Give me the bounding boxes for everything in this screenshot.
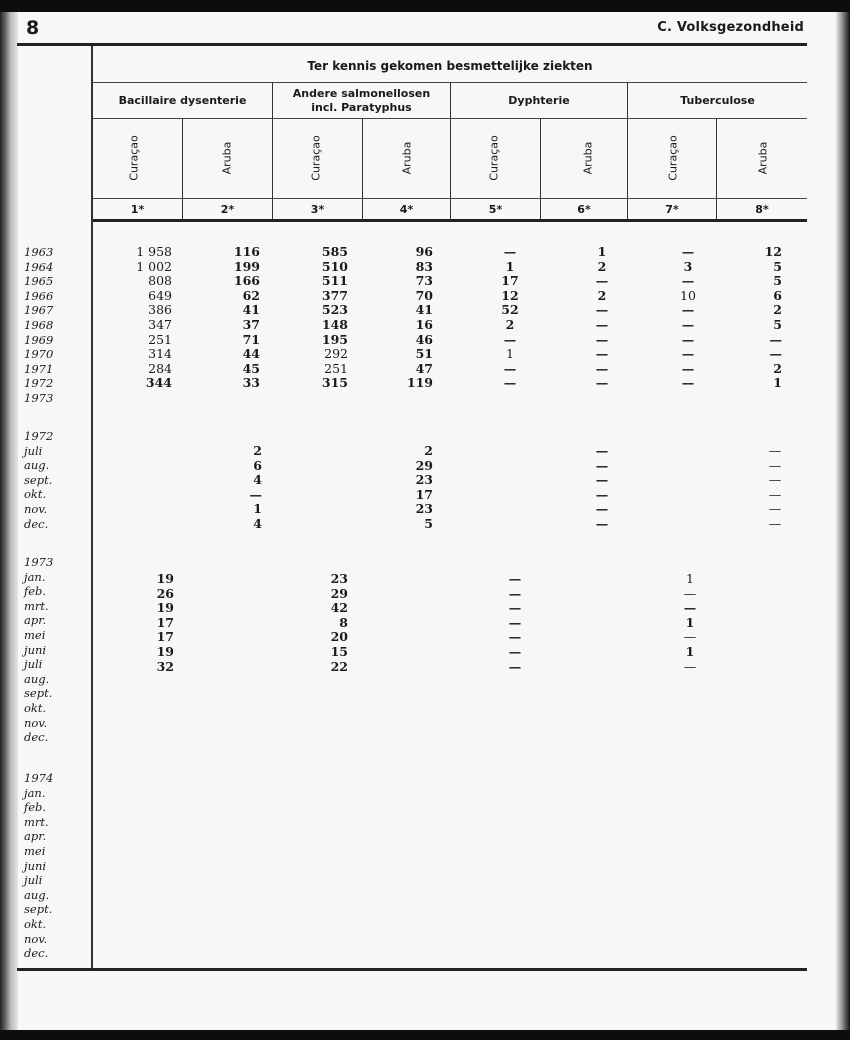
year-label: 1972 <box>24 429 54 443</box>
cell: 251 <box>324 360 348 376</box>
group-header-salmonella-2: incl. Paratyphus <box>311 101 412 114</box>
cell: — <box>683 629 697 645</box>
cell: — <box>681 302 695 318</box>
cell: — <box>595 273 609 289</box>
row-label: 1967 <box>24 303 54 318</box>
cell: 1 958 <box>136 244 172 259</box>
cell: 83 <box>415 258 433 274</box>
group-header-tuberculosis: Tuberculose <box>680 94 755 107</box>
cell: 2 <box>597 287 607 303</box>
monthly-1973-col-5 <box>505 572 525 674</box>
annual-col-4 <box>395 245 433 391</box>
cell: 1 <box>686 571 694 586</box>
row-label: 1969 <box>24 332 54 347</box>
cell: — <box>595 472 609 488</box>
row-label: okt. <box>24 487 47 502</box>
cell: — <box>768 486 782 502</box>
row-label: mei <box>24 843 46 858</box>
row-label: mrt. <box>24 814 49 829</box>
cell: 46 <box>415 331 433 347</box>
cell: 2 <box>597 258 607 274</box>
cell: — <box>508 643 522 659</box>
cell: 15 <box>330 643 348 659</box>
cell: — <box>683 658 697 674</box>
cell: 649 <box>148 287 172 303</box>
annual-col-7 <box>676 245 700 391</box>
cell: — <box>508 658 522 674</box>
cell: — <box>249 486 262 502</box>
cell: — <box>681 273 695 289</box>
cell: — <box>681 375 695 391</box>
cell: 119 <box>406 375 433 391</box>
cell: 1 <box>506 346 514 362</box>
monthly-1972-col-6 <box>592 444 612 532</box>
row-label: okt. <box>24 916 47 931</box>
annual-col-5 <box>500 245 520 391</box>
cell: 195 <box>321 331 348 347</box>
cell: 4 <box>253 515 262 531</box>
annual-col-8 <box>760 245 782 391</box>
cell: 1 <box>505 258 515 274</box>
cell: 377 <box>321 287 348 303</box>
table-title: Ter kennis gekomen besmettelijke ziekten <box>307 59 593 73</box>
cell: — <box>768 515 782 531</box>
cell: 41 <box>415 302 433 318</box>
cell: — <box>508 571 522 586</box>
cell: 71 <box>242 331 260 347</box>
row-label: nov. <box>24 501 48 516</box>
cell: 33 <box>242 375 260 391</box>
cell: 52 <box>501 302 519 318</box>
row-label: feb. <box>24 800 47 815</box>
cell: — <box>595 302 609 318</box>
cell: 511 <box>321 273 348 289</box>
cell: 19 <box>156 571 174 586</box>
cell: 5 <box>773 316 782 332</box>
row-label: dec. <box>24 516 49 531</box>
monthly-1973-row-labels <box>24 555 86 745</box>
cell: 510 <box>321 258 348 274</box>
col-number-4: 4* <box>399 203 414 216</box>
cell: 148 <box>321 316 348 332</box>
cell: — <box>595 346 609 362</box>
cell: — <box>595 457 609 473</box>
row-label: aug. <box>24 671 50 686</box>
col-header-5: Curaçao <box>487 135 501 181</box>
cell: 386 <box>148 302 172 318</box>
row-label: juli <box>24 657 43 672</box>
col-header-2: Aruba <box>220 141 234 175</box>
row-label: 1971 <box>24 361 54 376</box>
row-label: jan. <box>24 569 46 584</box>
annual-row-labels <box>24 245 86 406</box>
monthly-1973-col-1 <box>150 572 174 674</box>
cell: 1 <box>253 501 262 517</box>
cell: 19 <box>156 643 174 659</box>
page-edge <box>836 12 850 1030</box>
section-title: C. Volksgezondheid <box>657 20 804 35</box>
cell: — <box>595 316 609 332</box>
row-label: 1966 <box>24 288 54 303</box>
cell: 1 002 <box>136 258 172 274</box>
row-label: 1968 <box>24 317 54 332</box>
cell: 808 <box>148 273 172 289</box>
cell: 12 <box>764 244 782 259</box>
cell: — <box>768 501 782 517</box>
row-label: juni <box>24 858 47 873</box>
col-number-3: 3* <box>310 203 325 216</box>
cell: 5 <box>773 273 782 289</box>
cell: 22 <box>330 658 348 674</box>
cell: — <box>503 360 517 376</box>
cell: 347 <box>148 316 172 332</box>
cell: — <box>681 316 695 332</box>
row-label: aug. <box>24 458 50 473</box>
cell: 41 <box>242 302 260 318</box>
cell: 344 <box>145 375 172 391</box>
cell: 1 <box>685 614 695 630</box>
col-number-1: 1* <box>130 203 145 216</box>
annual-col-3 <box>310 245 348 391</box>
stub-divider <box>91 46 93 969</box>
row-label: feb. <box>24 584 47 599</box>
cell: 6 <box>773 287 782 303</box>
cell: 17 <box>156 629 174 645</box>
cell: 8 <box>339 614 348 630</box>
cell: 23 <box>415 501 433 517</box>
col-number-2: 2* <box>220 203 235 216</box>
col-number-5: 5* <box>488 203 503 216</box>
cell: 2 <box>505 316 515 332</box>
monthly-1972-col-8 <box>765 444 785 532</box>
cell: 315 <box>321 375 348 391</box>
group-header-salmonella-1: Andere salmonellosen <box>292 87 431 100</box>
cell: 73 <box>415 273 433 289</box>
cell: 5 <box>424 515 433 531</box>
row-label: 1970 <box>24 347 54 362</box>
cell: — <box>508 629 522 645</box>
cell: 1 <box>773 375 782 391</box>
row-label: okt. <box>24 700 47 715</box>
cell: 5 <box>773 258 782 274</box>
year-label: 1973 <box>24 555 54 569</box>
row-label: 1964 <box>24 259 54 274</box>
cell: 17 <box>415 486 433 502</box>
monthly-1974-row-labels <box>24 771 86 961</box>
monthly-1973-col-3 <box>320 572 348 674</box>
cell: — <box>768 457 782 473</box>
cell: 70 <box>415 287 433 303</box>
cell: 20 <box>330 629 348 645</box>
cell: 2 <box>773 360 782 376</box>
col-number-8: 8* <box>755 203 769 216</box>
cell: — <box>683 585 697 601</box>
cell: 96 <box>415 244 433 259</box>
cell: 3 <box>683 258 693 274</box>
cell: 26 <box>156 585 174 601</box>
cell: — <box>681 346 695 362</box>
row-label: dec. <box>24 730 49 745</box>
cell: 585 <box>321 244 348 259</box>
row-label: sept. <box>24 686 53 701</box>
cell: 19 <box>156 600 174 616</box>
row-label: juli <box>24 873 43 888</box>
page-number: 8 <box>26 17 40 39</box>
col-header-3: Curaçao <box>309 135 323 181</box>
col-number-7: 7* <box>665 203 679 216</box>
row-label: apr. <box>24 613 47 628</box>
cell: 23 <box>330 571 348 586</box>
group-rule <box>93 118 807 119</box>
cell: — <box>595 331 609 347</box>
annual-col-2 <box>220 245 260 391</box>
cell: — <box>595 515 609 531</box>
cell: 1 <box>597 244 607 259</box>
cell: 2 <box>424 443 433 458</box>
col-header-1: Curaçao <box>127 135 141 181</box>
row-label: sept. <box>24 902 53 917</box>
cell: — <box>681 331 695 347</box>
colnum-rule <box>93 198 807 199</box>
cell: 23 <box>415 472 433 488</box>
cell: 314 <box>148 346 172 362</box>
cell: — <box>595 375 609 391</box>
book-spine <box>0 12 18 1030</box>
cell: — <box>508 614 522 630</box>
row-label: sept. <box>24 472 53 487</box>
cell: — <box>595 486 609 502</box>
row-label: jan. <box>24 785 46 800</box>
cell: 2 <box>773 302 782 318</box>
col-header-7: Curaçao <box>666 135 680 181</box>
row-label: mei <box>24 627 46 642</box>
top-rule <box>17 43 807 46</box>
cell: — <box>508 600 522 616</box>
cell: — <box>769 346 782 362</box>
row-label: nov. <box>24 931 48 946</box>
cell: 37 <box>242 316 260 332</box>
group-header-dysentery: Bacillaire dysenterie <box>118 94 247 107</box>
group-header-diphtheria: Dyphterie <box>508 94 570 107</box>
cell: 199 <box>233 258 260 274</box>
col-header-8: Aruba <box>756 141 770 175</box>
cell: 166 <box>233 273 260 289</box>
cell: — <box>683 600 697 616</box>
cell: 4 <box>253 472 262 488</box>
annual-col-1 <box>120 245 172 391</box>
row-label: nov. <box>24 715 48 730</box>
cell: 47 <box>415 360 433 376</box>
cell: 42 <box>330 600 348 616</box>
cell: 17 <box>156 614 174 630</box>
cell: 29 <box>415 457 433 473</box>
cell: 45 <box>242 360 260 376</box>
cell: 6 <box>253 457 262 473</box>
col-header-4: Aruba <box>400 141 414 175</box>
cell: — <box>508 585 522 601</box>
cell: — <box>503 375 517 391</box>
monthly-1972-col-2 <box>240 444 262 532</box>
cell: 10 <box>680 287 696 303</box>
row-label: 1963 <box>24 245 54 259</box>
cell: — <box>595 360 609 376</box>
cell: — <box>681 360 695 376</box>
row-label: dec. <box>24 946 49 961</box>
row-label: juli <box>24 443 43 458</box>
cell: 16 <box>415 316 433 332</box>
row-label: mrt. <box>24 598 49 613</box>
cell: — <box>768 443 782 458</box>
cell: — <box>595 501 609 517</box>
cell: 2 <box>253 443 262 458</box>
cell: 12 <box>501 287 519 303</box>
monthly-1972-col-4 <box>405 444 433 532</box>
cell: — <box>503 331 517 347</box>
cell: 17 <box>501 273 519 289</box>
row-label: 1965 <box>24 274 54 289</box>
row-label: juni <box>24 642 47 657</box>
cell: — <box>769 331 782 347</box>
cell: 251 <box>148 331 172 347</box>
monthly-1972-row-labels <box>24 429 86 531</box>
cell: 116 <box>233 244 260 259</box>
row-label: 1972 <box>24 376 54 391</box>
col-header-6: Aruba <box>581 141 595 175</box>
cell: — <box>768 472 782 488</box>
cell: 523 <box>321 302 348 318</box>
cell: — <box>503 244 517 259</box>
cell: 51 <box>415 346 433 362</box>
cell: 284 <box>148 360 172 376</box>
header-bottom-rule <box>92 219 807 222</box>
cell: 292 <box>324 346 348 362</box>
cell: 44 <box>242 346 260 362</box>
bottom-rule <box>17 968 807 971</box>
monthly-1973-col-7 <box>680 572 700 674</box>
cell: 62 <box>242 287 260 303</box>
cell: 32 <box>156 658 174 674</box>
row-label: 1973 <box>24 390 54 405</box>
year-label: 1974 <box>24 771 54 785</box>
cell: — <box>681 244 695 259</box>
row-label: aug. <box>24 887 50 902</box>
cell: 29 <box>330 585 348 601</box>
cell: — <box>595 443 609 458</box>
col-number-6: 6* <box>577 203 591 216</box>
row-label: apr. <box>24 829 47 844</box>
annual-col-6 <box>592 245 612 391</box>
cell: 1 <box>685 643 695 659</box>
